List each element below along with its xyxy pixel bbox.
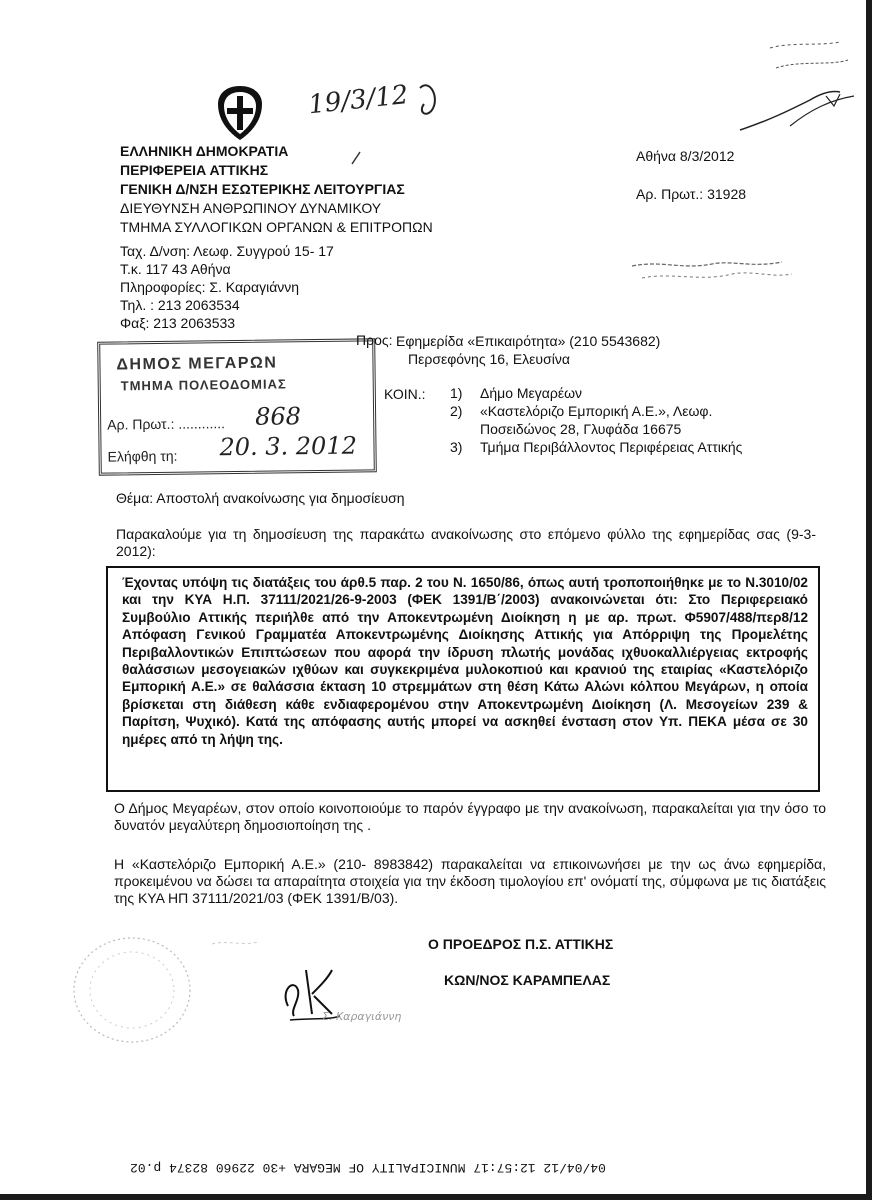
cc-list xyxy=(450,384,820,456)
greek-coat-of-arms-icon xyxy=(212,84,268,142)
letterhead-line: ΠΕΡΙΦΕΡΕΙΑ ΑΤΤΙΚΗΣ xyxy=(120,162,269,178)
cc-item-number: 3) xyxy=(450,439,463,455)
stamp-municipality: ΔΗΜΟΣ ΜΕΓΑΡΩΝ xyxy=(116,354,278,374)
stamp-protocol-value: 868 xyxy=(254,402,302,431)
scan-edge-bottom xyxy=(0,1194,872,1200)
signature-stamp-name: Σ. Καραγιάννη xyxy=(322,1010,402,1023)
announcement-box xyxy=(106,566,820,792)
letterhead-line: ΤΜΗΜΑ ΣΥΛΛΟΓΙΚΩΝ ΟΡΓΑΝΩΝ & ΕΠΙΤΡΟΠΩΝ xyxy=(120,219,433,235)
signatory-title: Ο ΠΡΟΕΔΡΟΣ Π.Σ. ΑΤΤΙΚΗΣ xyxy=(428,936,614,952)
cc-item xyxy=(450,402,820,438)
stamp-protocol xyxy=(107,402,302,433)
fax-footer xyxy=(130,1160,606,1175)
handwritten-initials xyxy=(730,30,860,140)
recipient-line: Εφημερίδα «Επικαιρότητα» (210 5543682) xyxy=(396,333,661,349)
cc-item xyxy=(450,438,820,456)
fax-transmission-line: 04/04/12 12:57:17 MUNICIPALITY OF MEGARA +30 22960 82374 p.02 xyxy=(130,1160,606,1175)
cc-label: ΚΟΙΝ.: xyxy=(384,386,426,402)
letterhead-line: ΕΛΛΗΝΙΚΗ ΔΗΜΟΚΡΑΤΙΑ xyxy=(120,143,289,159)
received-stamp xyxy=(97,338,377,475)
pen-mark xyxy=(350,148,370,168)
contact-person: Πληροφορίες: Σ. Καραγιάννη xyxy=(120,279,300,295)
contact-info xyxy=(120,242,334,332)
cc-item-text: Τμήμα Περιβάλλοντος Περιφέρειας Αττικής xyxy=(480,439,743,455)
stamp-received-label: Ελήφθη τη: xyxy=(107,447,178,465)
recipient-label: Προς: xyxy=(356,332,393,348)
letterhead xyxy=(120,142,433,237)
signatory-name: ΚΩΝ/ΝΟΣ ΚΑΡΑΜΠΕΛΑΣ xyxy=(444,972,611,988)
stamp-received-value: 20. 3. 2012 xyxy=(219,431,358,462)
letterhead-line: ΔΙΕΥΘΥΝΣΗ ΑΝΘΡΩΠΙΝΟΥ ΔΥΝΑΜΙΚΟΥ xyxy=(120,200,382,216)
recipient xyxy=(396,332,660,368)
paragraph-company: Η «Καστελόριζο Εμπορική Α.Ε.» (210- 8983842) παρακαλείται να επικοινωνήσει με την ως άνω εφημερίδα, προκειμένου να δώσει τα απαραίτητα στοιχεία για την έκδοση τιμολογίου επ' ονόματί της, σύμφωνα με τις διατάξεις της ΚΥΑ ΗΠ 37111/2021/03 (ΦΕΚ 1391/Β/03). xyxy=(114,856,826,906)
handwritten-date-text: 19/3/12 xyxy=(306,80,410,121)
recipient-line: Περσεφόνης 16, Ελευσίνα xyxy=(408,351,570,367)
stamp-protocol-label: Αρ. Πρωτ.: ............ xyxy=(107,415,226,433)
cc-item-number: 2) xyxy=(450,403,463,419)
handwritten-date xyxy=(300,68,460,128)
faint-official-seal xyxy=(62,930,262,1050)
cc-item-text: «Καστελόριζο Εμπορική Α.Ε.», Λεωφ. Ποσειδώνος 28, Γλυφάδα 16675 xyxy=(480,403,713,437)
contact-phone: Τηλ. : 213 2063534 xyxy=(120,297,240,313)
cc-item xyxy=(450,384,820,402)
handwritten-scribble xyxy=(622,252,802,292)
letterhead-line: ΓΕΝΙΚΗ Δ/ΝΣΗ ΕΣΩΤΕΡΙΚΗΣ ΛΕΙΤΟΥΡΓΙΑΣ xyxy=(120,181,405,197)
handwritten-signature xyxy=(270,960,440,1040)
contact-postcode: Τ.κ. 117 43 Αθήνα xyxy=(120,261,231,277)
protocol-number: Αρ. Πρωτ.: 31928 xyxy=(636,186,747,202)
cc-item-number: 1) xyxy=(450,385,463,401)
stamp-department: ΤΜΗΜΑ ΠΟΛΕΟΔΟΜΙΑΣ xyxy=(120,376,287,394)
document-date: Αθήνα 8/3/2012 xyxy=(636,148,735,164)
stamp-received xyxy=(107,431,358,465)
paragraph-municipality: Ο Δήμος Μεγαρέων, στον οποίο κοινοποιούμε το παρόν έγγραφο με την ανακοίνωση, παρακαλείται για την όσο το δυνατόν μεγαλύτερη δημοσιοποίηση της . xyxy=(114,800,826,833)
intro-paragraph: Παρακαλούμε για τη δημοσίευση της παρακάτω ανακοίνωσης στο επόμενο φύλλο της εφημερίδας σας (9-3-2012): xyxy=(116,526,816,559)
subject-line: Θέμα: Αποστολή ανακοίνωσης για δημοσίευση xyxy=(116,490,405,506)
announcement-text: Έχοντας υπόψη τις διατάξεις του άρθ.5 παρ. 2 του Ν. 1650/86, όπως αυτή τροποποιήθηκε με το Ν.3010/02 και την ΚΥΑ Η.Π. 37111/2021/26-9-2003 (ΦΕΚ 1391/Β΄/2003) ανακοινώνεται ότι: Στο Περιφερειακό Συμβούλιο Αττικής περιήλθε από την Αποκεντρωμένη Διοίκηση η με αρ. πρωτ. Φ5907/488/περ8/12 Απόφαση Γενικού Γραμματέα Αποκεντρωμένης Διοίκησης Αττικής για Απόρριψη της Προμελέτης Περιβαλλοντικών Επιπτώσεων που αφορά την ίδρυση πλωτής μονάδας ιχθυοκαλλιέργειας εκτροφής θαλάσσιων μεσογειακών ιχθύων και συγκεκριμένα μυλοκοπιού και κρανιού της εταιρίας «Καστελόριζο Εμπορική Α.Ε.» σε θαλάσσια έκταση 10 στρεμμάτων στη θέση Κάτω Αλώνι κόλπου Μεγάρων, η οποία βρίσκεται στη διάθεση κάθε ενδιαφερομένου στην Αποκεντρωμένη Διοίκηση (Λ. Μεσογείων 239 & Παρίτση, Ψυχικό). Κατά της απόφασης αυτής μπορεί να ασκηθεί ένσταση στον Υπ. ΠΕΚΑ μέσα σε 30 ημέρες από τη λήψη της. xyxy=(122,575,808,747)
contact-address: Ταχ. Δ/νση: Λεωφ. Συγγρού 15- 17 xyxy=(120,243,334,259)
cc-item-text: Δήμο Μεγαρέων xyxy=(480,385,583,401)
scan-edge-right xyxy=(866,0,872,1200)
contact-fax: Φαξ: 213 2063533 xyxy=(120,315,236,331)
